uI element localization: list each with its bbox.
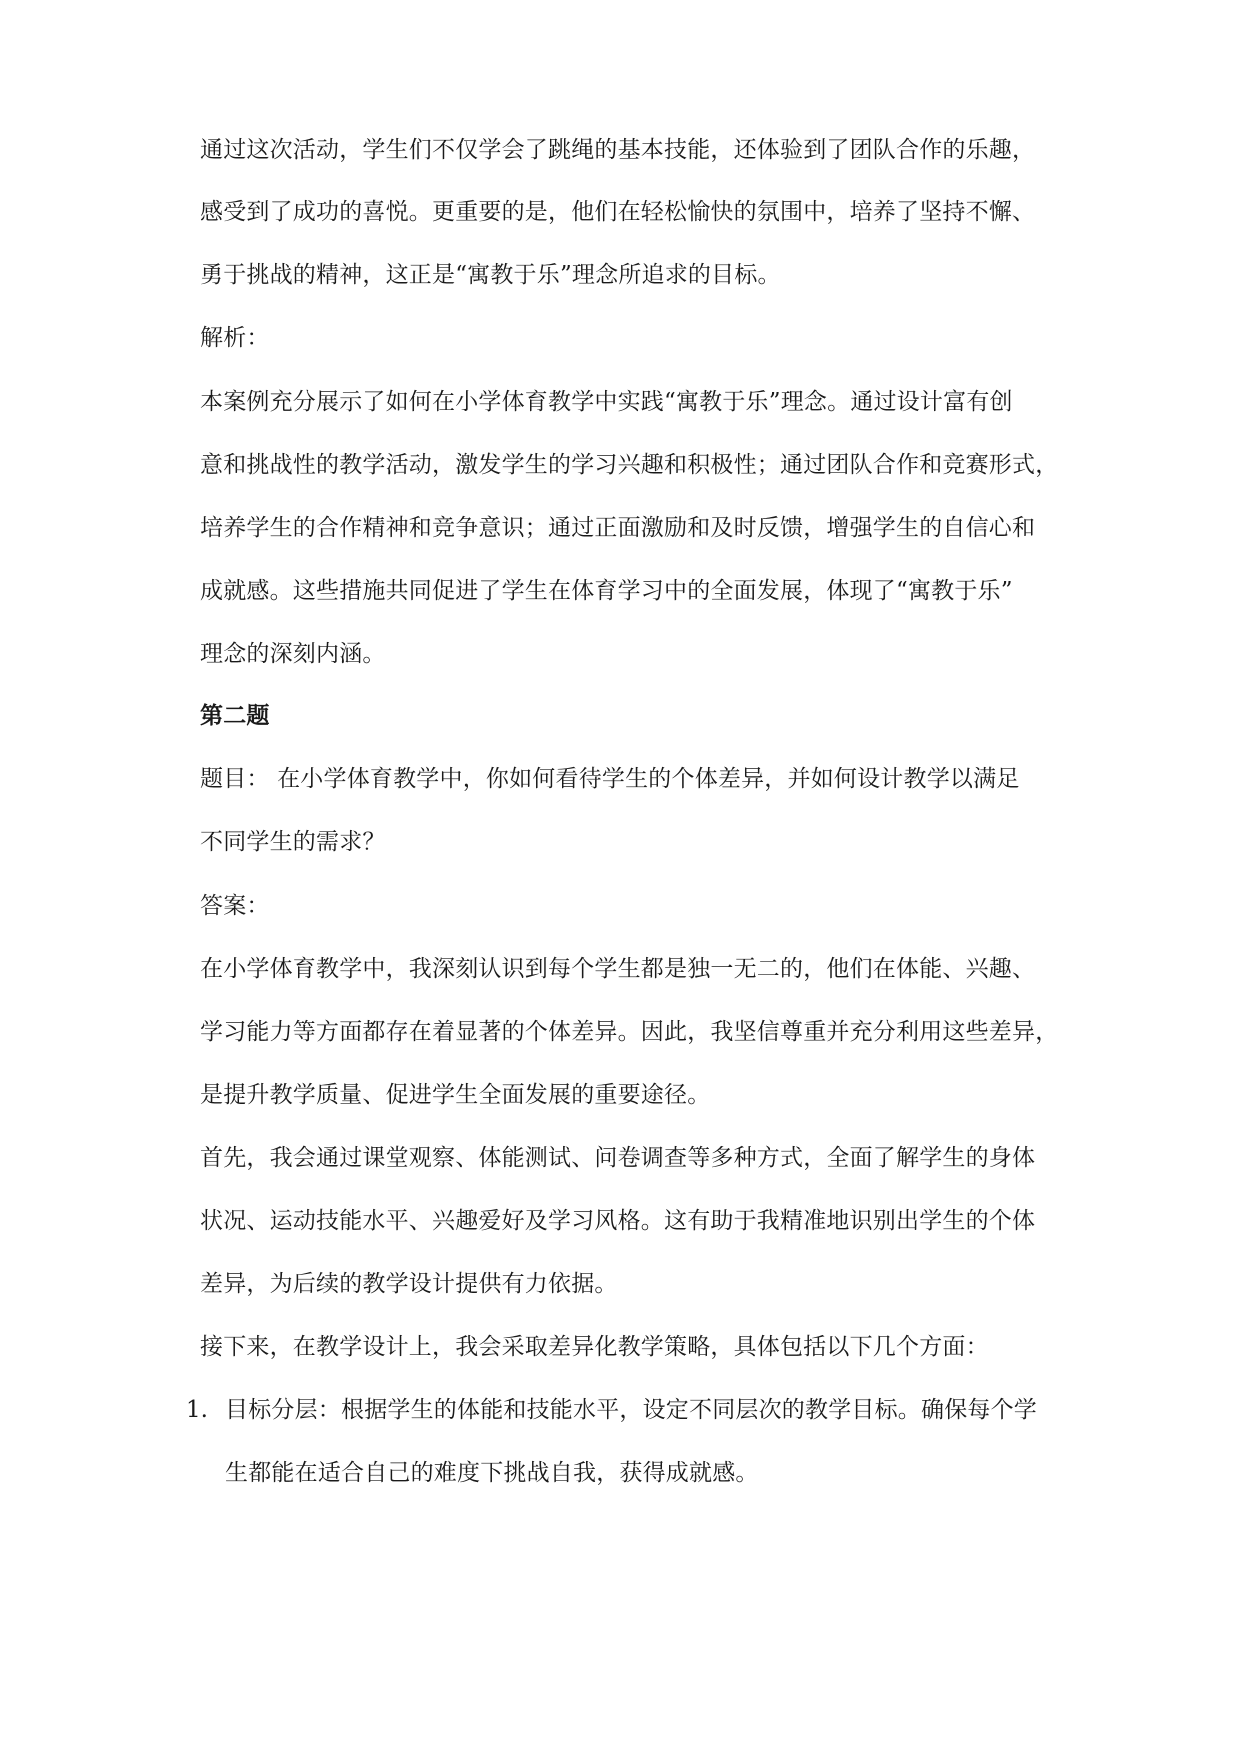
list-item-number: 1. (186, 1397, 208, 1423)
paragraph-line: 状况、运动技能水平、兴趣爱好及学习风格。这有助于我精准地识别出学生的个体 (200, 1208, 1036, 1234)
paragraph-line: 通过这次活动，学生们不仅学会了跳绳的基本技能，还体验到了团队合作的乐趣， (200, 137, 1036, 163)
paragraph-line: 感受到了成功的喜悦。更重要的是，他们在轻松愉快的氛围中，培养了坚持不懈、 (200, 199, 1036, 225)
paragraph-line: 差异，为后续的教学设计提供有力依据。 (200, 1271, 618, 1297)
section-heading: 第二题 (200, 702, 270, 729)
list-item-line: 目标分层：根据学生的体能和技能水平，设定不同层次的教学目标。确保每个学 (225, 1397, 1037, 1423)
paragraph-line: 成就感。这些措施共同促进了学生在体育学习中的全面发展，体现了“寓教于乐” (200, 578, 1013, 604)
list-item-line: 生都能在适合自己的难度下挑战自我，获得成就感。 (225, 1460, 759, 1486)
paragraph-line: 学习能力等方面都存在着显著的个体差异。因此，我坚信尊重并充分利用这些差异， (200, 1019, 1059, 1045)
paragraph-line: 接下来，在教学设计上，我会采取差异化教学策略，具体包括以下几个方面： (200, 1334, 989, 1360)
paragraph-line: 勇于挑战的精神，这正是“寓教于乐”理念所追求的目标。 (200, 262, 781, 288)
paragraph-line: 意和挑战性的教学活动，激发学生的学习兴趣和积极性；通过团队合作和竞赛形式， (200, 452, 1059, 478)
paragraph-line: 是提升教学质量、促进学生全面发展的重要途径。 (200, 1082, 711, 1108)
paragraph-line: 在小学体育教学中，我深刻认识到每个学生都是独一无二的，他们在体能、兴趣、 (200, 956, 1036, 982)
question-line: 题目： 在小学体育教学中，你如何看待学生的个体差异，并如何设计教学以满足 (200, 766, 1020, 792)
paragraph-line: 理念的深刻内涵。 (200, 641, 386, 667)
paragraph-line: 首先，我会通过课堂观察、体能测试、问卷调查等多种方式，全面了解学生的身体 (200, 1145, 1036, 1171)
question-line: 不同学生的需求？ (200, 829, 386, 855)
answer-label: 答案： (200, 893, 270, 919)
paragraph-line: 本案例充分展示了如何在小学体育教学中实践“寓教于乐”理念。通过设计富有创 (200, 389, 1013, 415)
analysis-label: 解析： (200, 325, 270, 351)
paragraph-line: 培养学生的合作精神和竞争意识；通过正面激励和及时反馈，增强学生的自信心和 (200, 515, 1036, 541)
